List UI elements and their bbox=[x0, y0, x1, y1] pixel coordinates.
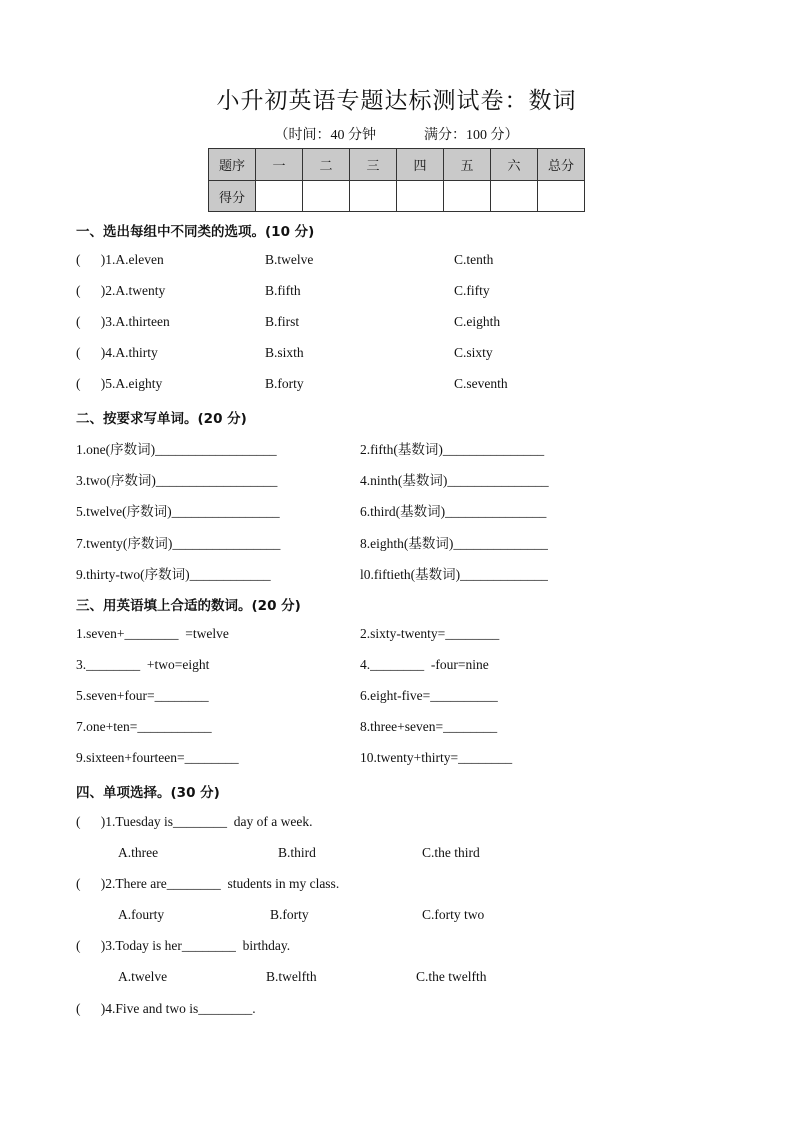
section-4-heading: 四、单项选择。(30 分) bbox=[76, 785, 220, 801]
fill-item: 5.twelve(序数词)________________ bbox=[76, 504, 280, 519]
page-title: 小升初英语专题达标测试卷：数词 bbox=[216, 88, 577, 114]
score-header: 一 bbox=[256, 149, 303, 181]
score-header: 三 bbox=[350, 149, 397, 181]
score-header: 二 bbox=[303, 149, 350, 181]
score-header: 四 bbox=[397, 149, 444, 181]
option-c: C.forty two bbox=[422, 907, 485, 922]
option-c: C.eighth bbox=[454, 314, 501, 329]
score-cell bbox=[444, 181, 491, 212]
score-cell bbox=[303, 181, 350, 212]
option-c: C.fifty bbox=[454, 283, 490, 298]
option-a: A.fourty bbox=[118, 907, 165, 922]
question: ( )2.A.twenty bbox=[76, 283, 166, 298]
question: ( )1.A.eleven bbox=[76, 252, 164, 267]
math-item: 7.one+ten=___________ bbox=[76, 719, 212, 734]
score-cell bbox=[538, 181, 585, 212]
fill-item: 1.one(序数词)__________________ bbox=[76, 442, 277, 457]
option-c: C.the third bbox=[422, 845, 480, 860]
score-cell bbox=[256, 181, 303, 212]
option-c: C.seventh bbox=[454, 376, 508, 391]
question: ( )2.There are________ students in my class. bbox=[76, 876, 340, 891]
question: ( )4.Five and two is________. bbox=[76, 1001, 256, 1016]
fill-item: 7.twenty(序数词)________________ bbox=[76, 536, 281, 551]
option-c: C.the twelfth bbox=[416, 969, 487, 984]
section-2-heading: 二、按要求写单词。(20 分) bbox=[76, 411, 247, 427]
math-item: 6.eight-five=__________ bbox=[360, 688, 498, 703]
option-c: C.tenth bbox=[454, 252, 494, 267]
section-3-heading: 三、用英语填上合适的数词。(20 分) bbox=[76, 598, 301, 614]
score-row-label: 得分 bbox=[209, 181, 256, 212]
math-item: 9.sixteen+fourteen=________ bbox=[76, 750, 239, 765]
option-a: A.twelve bbox=[118, 969, 168, 984]
option-c: C.sixty bbox=[454, 345, 493, 360]
fill-item: 2.fifth(基数词)_______________ bbox=[360, 442, 545, 457]
score-header: 五 bbox=[444, 149, 491, 181]
score-cell bbox=[491, 181, 538, 212]
score-cell bbox=[350, 181, 397, 212]
math-item: 1.seven+________ =twelve bbox=[76, 626, 229, 641]
question: ( )3.A.thirteen bbox=[76, 314, 170, 329]
question: ( )3.Today is her________ birthday. bbox=[76, 938, 291, 953]
math-item: 8.three+seven=________ bbox=[360, 719, 498, 734]
exam-info bbox=[0, 124, 793, 144]
option-b: B.sixth bbox=[265, 345, 304, 360]
option-b: B.first bbox=[265, 314, 300, 329]
fill-item: 9.thirty-two(序数词)____________ bbox=[76, 567, 271, 582]
fill-item: 8.eighth(基数词)______________ bbox=[360, 536, 548, 551]
section-1-heading: 一、选出每组中不同类的选项。(10 分) bbox=[76, 224, 315, 240]
score-header: 总分 bbox=[538, 149, 585, 181]
question: ( )5.A.eighty bbox=[76, 376, 163, 391]
option-b: B.fifth bbox=[265, 283, 301, 298]
math-item: 5.seven+four=________ bbox=[76, 688, 209, 703]
option-b: B.forty bbox=[265, 376, 304, 391]
option-b: B.third bbox=[278, 845, 316, 860]
math-item: 4.________ -four=nine bbox=[360, 657, 489, 672]
question: ( )1.Tuesday is________ day of a week. bbox=[76, 814, 313, 829]
score-cell bbox=[397, 181, 444, 212]
math-item: 10.twenty+thirty=________ bbox=[360, 750, 513, 765]
score-header: 题序 bbox=[209, 149, 256, 181]
option-b: B.forty bbox=[270, 907, 309, 922]
math-item: 3.________ +two=eight bbox=[76, 657, 210, 672]
time-limit: （时间：40 分钟 bbox=[274, 128, 376, 143]
full-score: 满分：100 分） bbox=[424, 128, 519, 143]
option-a: A.three bbox=[118, 845, 159, 860]
fill-item: 4.ninth(基数词)_______________ bbox=[360, 473, 549, 488]
score-table bbox=[208, 148, 585, 212]
option-b: B.twelfth bbox=[266, 969, 317, 984]
fill-item: 3.two(序数词)__________________ bbox=[76, 473, 278, 488]
score-header: 六 bbox=[491, 149, 538, 181]
fill-item: 6.third(基数词)_______________ bbox=[360, 504, 547, 519]
math-item: 2.sixty-twenty=________ bbox=[360, 626, 500, 641]
fill-item: l0.fiftieth(基数词)_____________ bbox=[360, 567, 548, 582]
option-b: B.twelve bbox=[265, 252, 314, 267]
question: ( )4.A.thirty bbox=[76, 345, 158, 360]
